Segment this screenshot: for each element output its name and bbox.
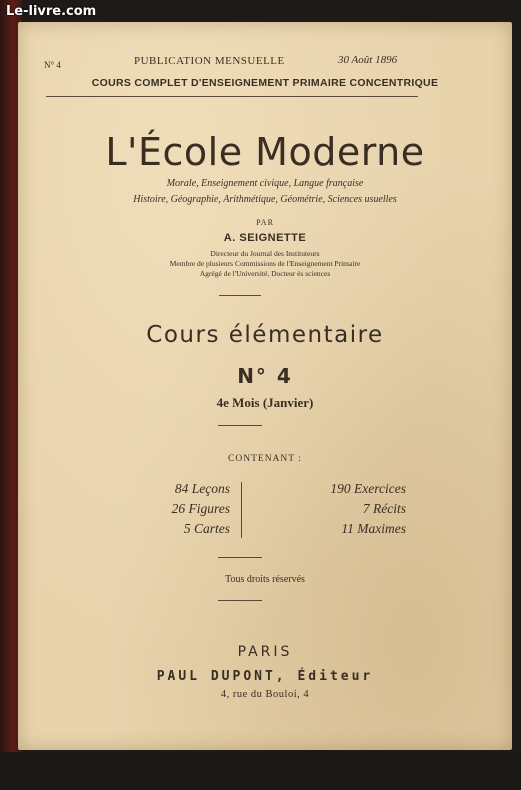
volume-number: N° 4 xyxy=(237,364,293,388)
divider-rule xyxy=(218,425,262,426)
volume-month: 4e Mois (Janvier) xyxy=(216,395,314,410)
publication-frequency: PUBLICATION MENSUELLE xyxy=(134,55,285,67)
author-credential-3: Agrégé de l'Université, Docteur ès sciences xyxy=(199,269,331,278)
author-credential-1: Directeur du Journal des Instituteurs xyxy=(210,249,320,258)
site-watermark: Le-livre.com xyxy=(6,4,97,19)
course-series: COURS COMPLET D'ENSEIGNEMENT PRIMAIRE CONCENTRIQUE xyxy=(91,77,439,89)
divider-rule xyxy=(218,557,262,558)
background-surface xyxy=(0,752,521,790)
header-rule xyxy=(46,96,418,97)
contents-item: 190 Exercices xyxy=(330,481,406,496)
subjects-line-1: Morale, Enseignement civique, Langue française xyxy=(166,178,364,189)
divider-rule xyxy=(218,600,262,601)
book-cover xyxy=(18,22,512,750)
rights-notice: Tous droits réservés xyxy=(225,574,305,585)
publication-date: 30 Août 1896 xyxy=(338,54,398,66)
contents-left-column xyxy=(98,479,230,539)
imprint-city: PARIS xyxy=(237,644,293,660)
contents-right-column xyxy=(256,479,406,539)
divider-rule xyxy=(219,295,261,296)
contents-item: 11 Maximes xyxy=(341,521,406,536)
contents-item: 7 Récits xyxy=(362,501,406,516)
imprint-publisher: PAUL DUPONT, Éditeur xyxy=(156,669,374,684)
author-name: A. SEIGNETTE xyxy=(223,232,307,244)
contents-divider xyxy=(241,482,242,538)
imprint-address: 4, rue du Bouloi, 4 xyxy=(220,689,310,700)
contents-item: 84 Leçons xyxy=(174,481,230,496)
issue-number: N° 4 xyxy=(44,60,61,70)
book-title: L'École Moderne xyxy=(105,130,425,174)
subjects-line-2: Histoire, Géographie, Arithmétique, Géométrie, Sciences usuelles xyxy=(133,194,397,205)
by-label: PAR xyxy=(256,218,274,227)
contents-item: 26 Figures xyxy=(171,501,230,516)
contents-item: 5 Cartes xyxy=(183,521,230,536)
author-credential-2: Membre de plusieurs Commissions de l'Enseignement Primaire xyxy=(169,259,361,268)
course-level: Cours élémentaire xyxy=(146,322,384,348)
contents-label: CONTENANT : xyxy=(228,454,302,464)
